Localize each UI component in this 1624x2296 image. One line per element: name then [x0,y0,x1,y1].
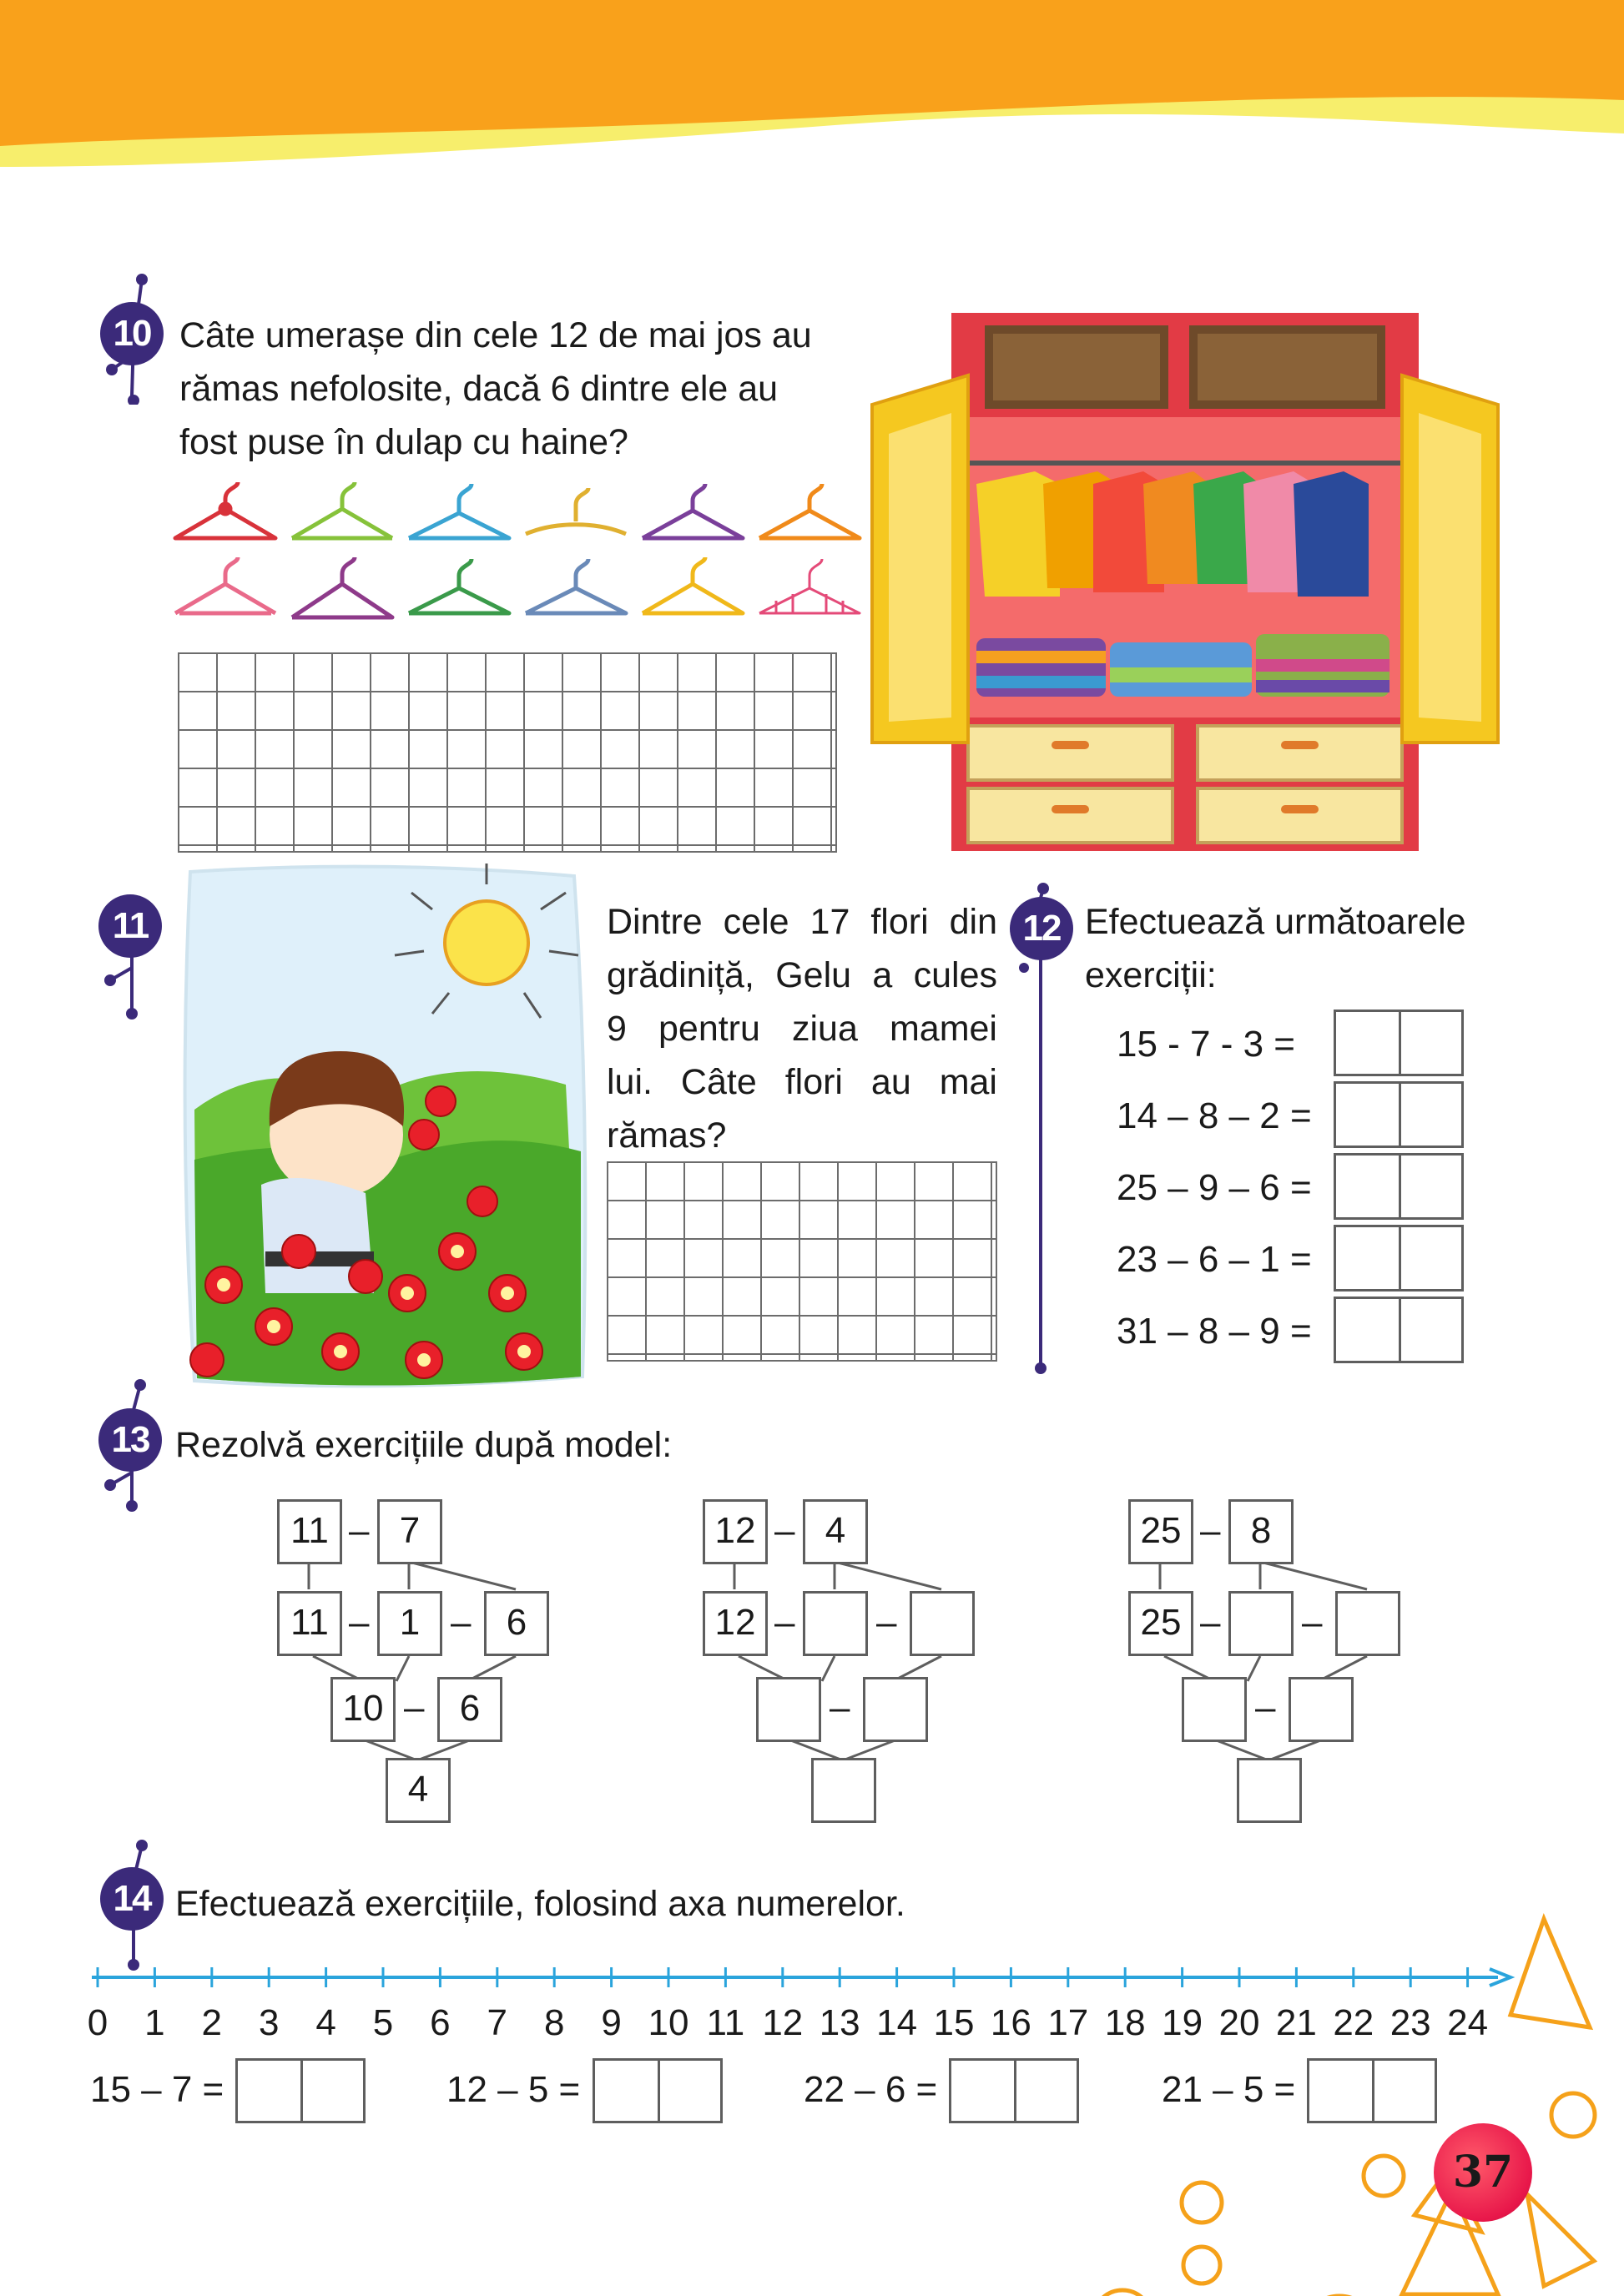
axis-tick-label: 0 [87,2002,108,2043]
exercise-expression: 22 – 6 = [804,2069,938,2110]
axis-tick-label: 5 [372,2002,394,2043]
exercise-expression: 15 – 7 = [90,2069,224,2110]
exercise-expression: 31 – 8 – 9 = [1117,1311,1312,1352]
blank-box[interactable] [1335,1591,1400,1656]
minus-sign: – [404,1687,425,1728]
blank-box[interactable] [863,1677,928,1742]
exercise-expression: 23 – 6 – 1 = [1117,1239,1312,1280]
text-line: exerciții: [1085,955,1217,995]
answer-box[interactable] [235,2058,366,2123]
axis-tick-label: 7 [487,2002,508,2043]
minus-sign: – [774,1602,795,1643]
exercise-number-badge: 14 [100,1867,164,1931]
minus-sign: – [1302,1602,1323,1643]
axis-tick-label: 17 [1047,2002,1089,2043]
axis-tick-label: 1 [144,2002,165,2043]
text-line: Efectuează următoarele [1085,902,1466,942]
blank-box[interactable] [1182,1677,1247,1742]
minus-sign: – [349,1602,370,1643]
text-line: rămas? [607,1115,727,1156]
result-box[interactable] [1237,1758,1302,1823]
axis-tick-label: 15 [933,2002,975,2043]
exercise-13-title: Rezolvă exercițiile după model: [175,1425,673,1465]
axis-tick-label: 3 [258,2002,280,2043]
axis-tick-label: 21 [1275,2002,1317,2043]
axis-tick-label: 13 [819,2002,860,2043]
number-box: 6 [484,1591,549,1656]
answer-box[interactable] [593,2058,723,2123]
minus-sign: – [349,1510,370,1551]
blank-box[interactable] [1228,1591,1294,1656]
exercise-number-badge: 12 [1010,897,1073,960]
number-box: 12 [703,1499,768,1564]
exercise-expression: 15 - 7 - 3 = [1117,1024,1296,1065]
exercise-number-badge: 10 [100,302,164,365]
number-box: 7 [377,1499,442,1564]
text-line: grădiniță, Gelu a cules [607,955,997,995]
text-line: lui. Câte flori au mai [607,1062,997,1102]
number-box: 1 [377,1591,442,1656]
number-box: 11 [277,1591,342,1656]
blank-box[interactable] [756,1677,821,1742]
number-box: 6 [437,1677,502,1742]
axis-tick-label: 4 [315,2002,336,2043]
text-line: Câte umerașe din cele 12 de mai jos au [179,315,812,355]
axis-tick-label: 14 [876,2002,918,2043]
number-box: 10 [330,1677,396,1742]
number-box: 8 [1228,1499,1294,1564]
number-box: 11 [277,1499,342,1564]
exercise-expression: 25 – 9 – 6 = [1117,1167,1312,1208]
minus-sign: – [1200,1510,1221,1551]
axis-tick-label: 10 [648,2002,689,2043]
axis-tick-label: 24 [1447,2002,1489,2043]
text-line: Dintre cele 17 flori din [607,902,997,942]
result-box[interactable] [811,1758,876,1823]
result-box: 4 [386,1758,451,1823]
axis-tick-label: 12 [762,2002,804,2043]
exercise-expression: 21 – 5 = [1162,2069,1296,2110]
axis-tick-label: 9 [601,2002,622,2043]
minus-sign: – [1200,1602,1221,1643]
axis-tick-label: 2 [201,2002,223,2043]
axis-tick-label: 23 [1389,2002,1431,2043]
axis-tick-label: 22 [1333,2002,1374,2043]
text-line: fost puse în dulap cu haine? [179,422,628,462]
minus-sign: – [830,1687,850,1728]
axis-tick-label: 11 [706,2002,745,2043]
page-number: 37 [1452,2147,1514,2198]
axis-tick-label: 6 [430,2002,451,2043]
number-box: 12 [703,1591,768,1656]
axis-tick-label: 8 [543,2002,565,2043]
minus-sign: – [451,1602,472,1643]
exercise-14-title: Efectuează exercițiile, folosind axa numerelor. [175,1884,905,1924]
text-line: 9 pentru ziua mamei [607,1009,997,1049]
blank-box[interactable] [803,1591,868,1656]
decorative-shapes [960,1894,1624,2296]
number-box: 25 [1128,1591,1193,1656]
minus-sign: – [1255,1687,1276,1728]
exercise-number-badge: 11 [98,894,162,958]
minus-sign: – [774,1510,795,1551]
axis-tick-label: 18 [1104,2002,1146,2043]
number-box: 4 [803,1499,868,1564]
blank-box[interactable] [910,1591,975,1656]
number-box: 25 [1128,1499,1193,1564]
axis-tick-label: 19 [1162,2002,1203,2043]
axis-tick-label: 20 [1218,2002,1260,2043]
exercise-number-badge: 13 [98,1408,162,1472]
text-line: rămas nefolosite, dacă 6 dintre ele au [179,369,779,409]
exercise-expression: 12 – 5 = [446,2069,581,2110]
minus-sign: – [876,1602,897,1643]
axis-tick-label: 16 [990,2002,1031,2043]
exercise-expression: 14 – 8 – 2 = [1117,1095,1312,1136]
blank-box[interactable] [1289,1677,1354,1742]
